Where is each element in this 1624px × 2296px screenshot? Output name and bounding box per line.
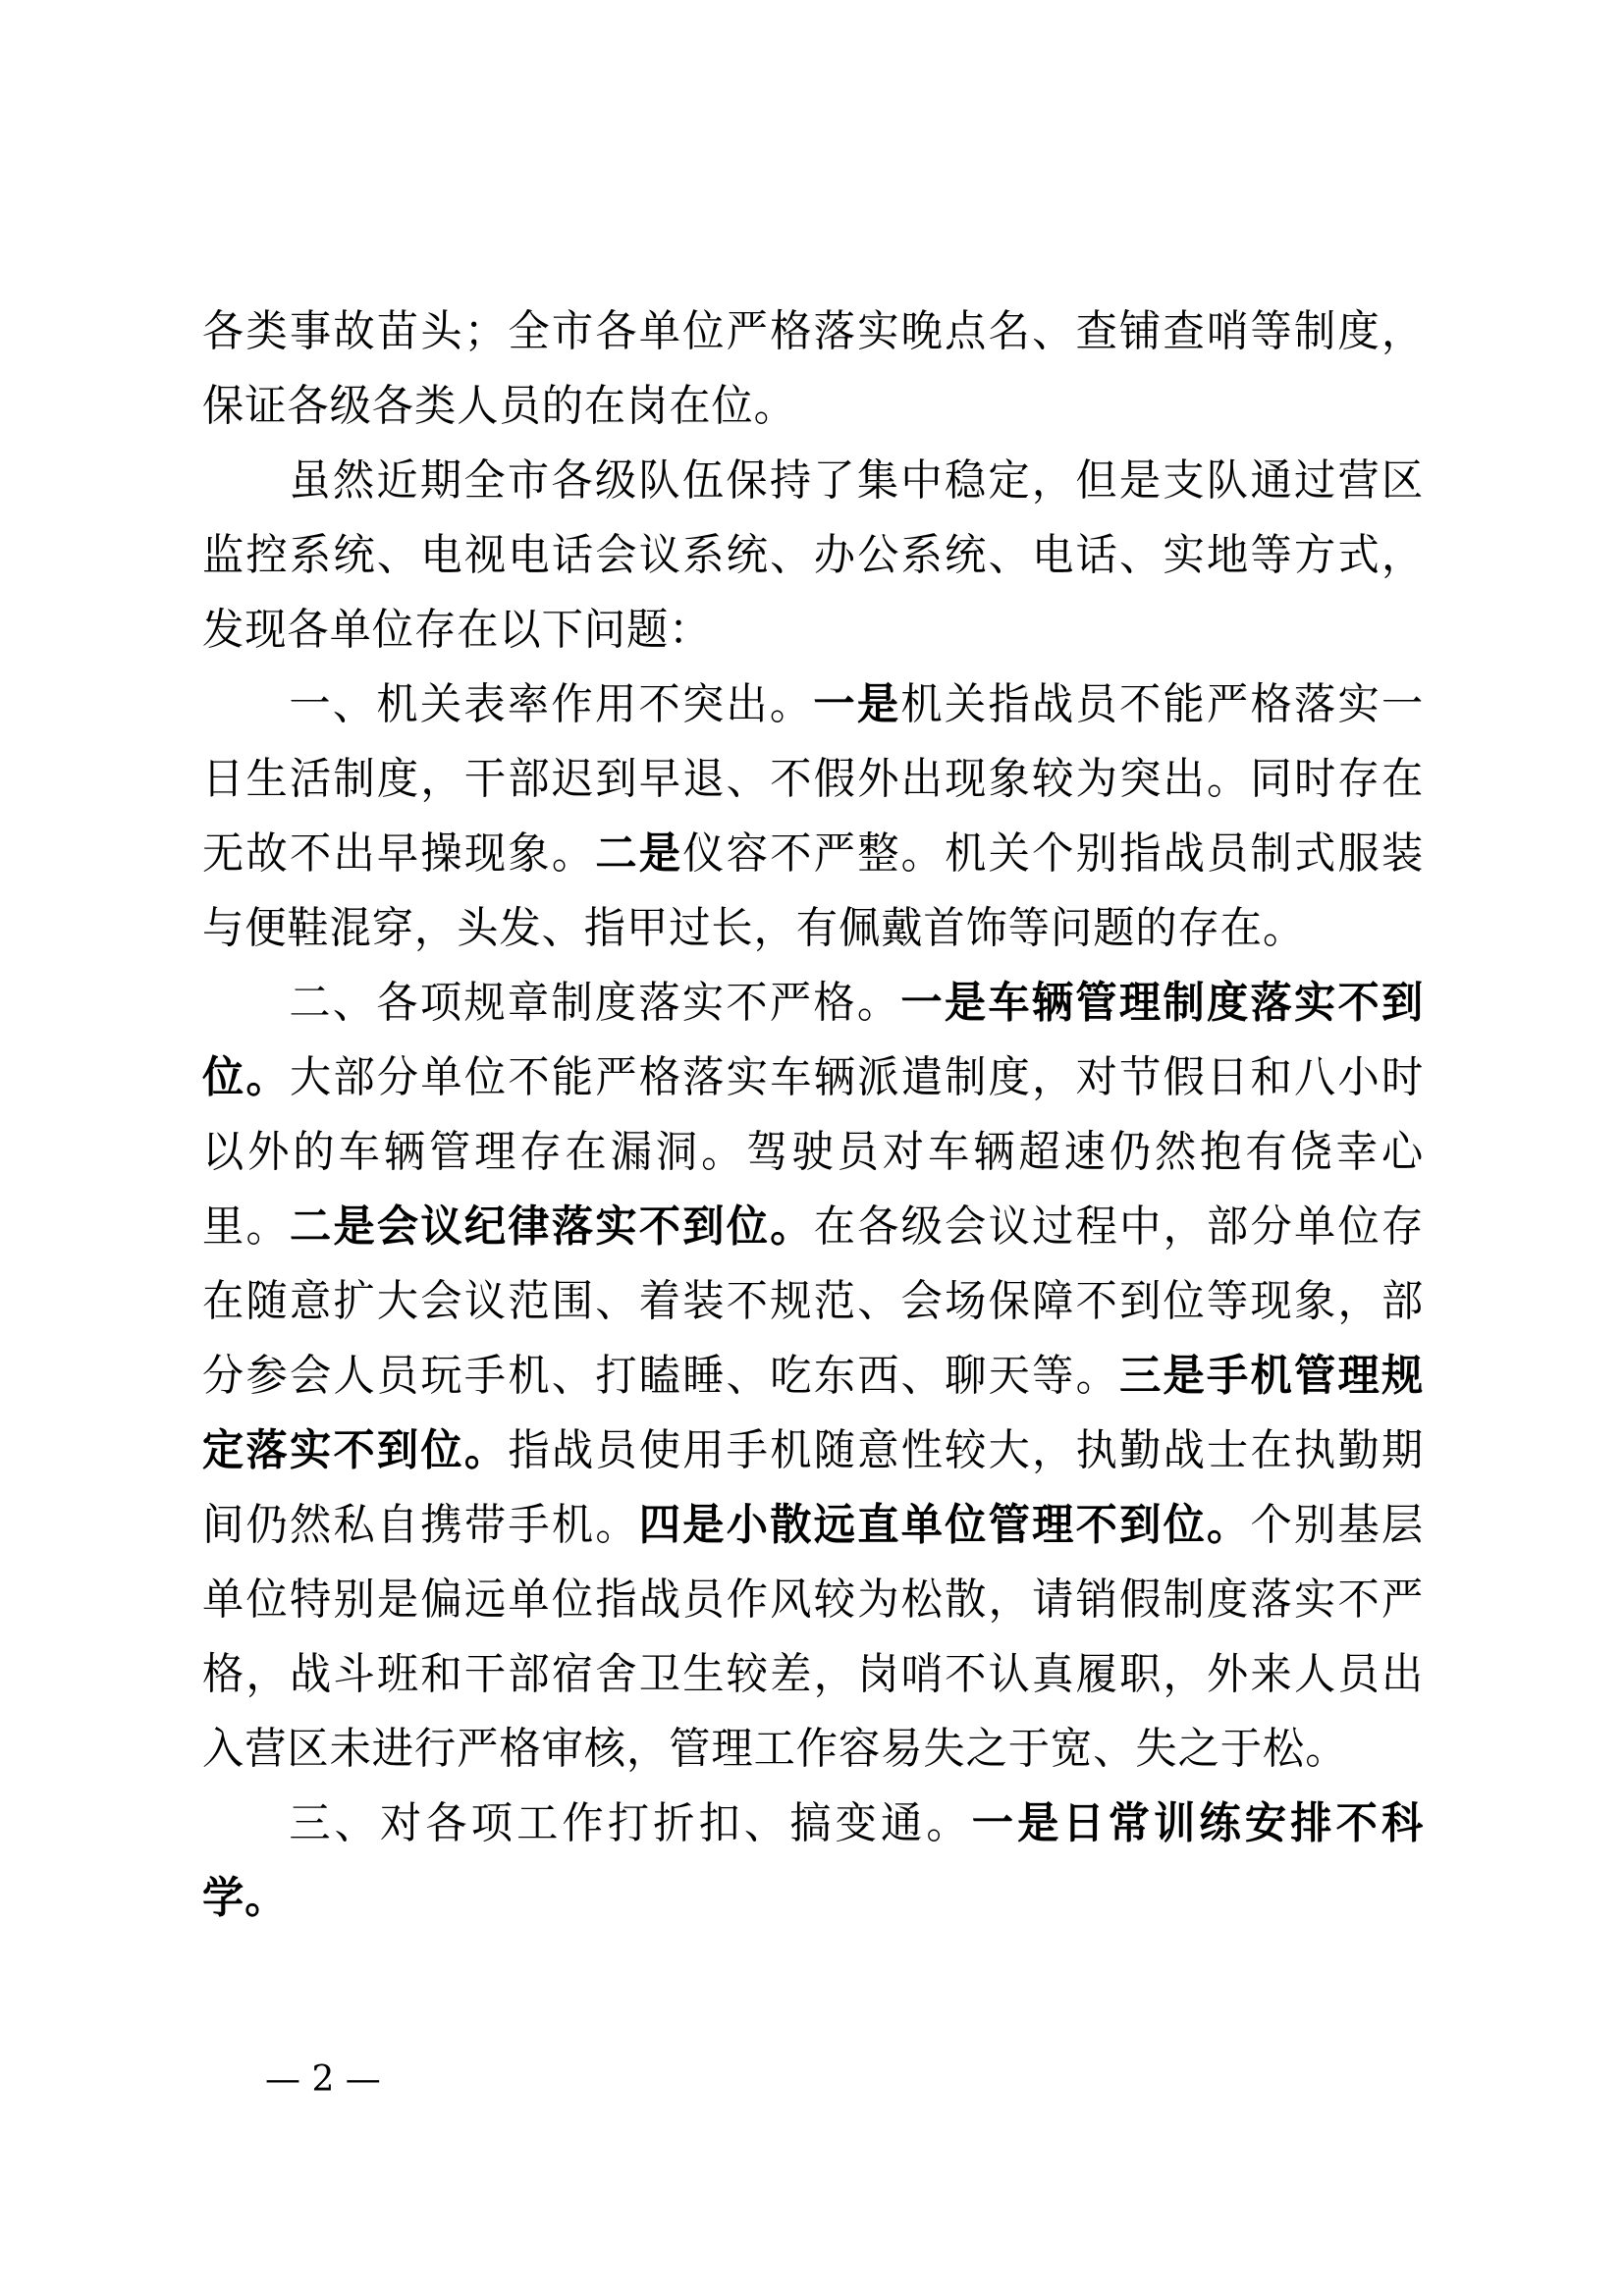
text-segment: 虽然近期全市各级队伍保持了集中稳定，但是支队通过营区监控系统、电视电话会议系统、办公系统、电话、实地等方式，发现各单位存在以下问题： bbox=[202, 455, 1425, 655]
section-heading-text: 二、各项规章制度落实不严格。 bbox=[289, 978, 901, 1028]
text-segment: 仪容不严整。机关个别指战员制式服装与便鞋混穿，头发、指甲过长，有佩戴首饰等问题的存在。 bbox=[202, 828, 1425, 953]
text-segment: 大部分单位不能严格落实车辆派遣制度，对节假日和八小时以外的车辆管理存在漏洞。驾驶员对车辆超速仍然抱有侥幸心里。 bbox=[202, 1052, 1425, 1252]
bold-lead-text: 一是日常训练安排不科学。 bbox=[202, 1798, 1425, 1923]
bold-lead-text: 四是小散远直单位管理不到位。 bbox=[638, 1500, 1251, 1550]
page-number: — 2 — bbox=[265, 2059, 381, 2100]
paragraph-intro bbox=[202, 444, 1424, 667]
bold-lead-text: 三是手机管理规定落实不到位。 bbox=[202, 1351, 1425, 1475]
bold-lead-text: 一是 bbox=[813, 679, 901, 729]
text-segment: 各类事故苗头；全市各单位严格落实晚点名、查铺查哨等制度，保证各级各类人员的在岗在位。 bbox=[202, 306, 1425, 431]
paragraph-issue-one bbox=[202, 667, 1424, 966]
text-segment: 指战员使用手机随意性较大，执勤战士在执勤期间仍然私自携带手机。 bbox=[202, 1425, 1425, 1550]
bold-lead-text: 二是会议纪律落实不到位。 bbox=[289, 1201, 814, 1252]
paragraph-issue-two bbox=[202, 966, 1424, 1787]
paragraph-issue-three bbox=[202, 1787, 1424, 1936]
document-page bbox=[202, 294, 1424, 1936]
text-segment: 在各级会议过程中，部分单位存在随意扩大会议范围、着装不规范、会场保障不到位等现象，部分参会人员玩手机、打瞌睡、吃东西、聊天等。 bbox=[202, 1201, 1425, 1401]
bold-lead-text: 一是车辆管理制度落实不到位。 bbox=[202, 978, 1425, 1102]
text-segment: 个别基层单位特别是偏远单位指战员作风较为松散，请销假制度落实不严格，战斗班和干部宿舍卫生较差，岗哨不认真履职，外来人员出入营区未进行严格审核，管理工作容易失之于宽、失之于松。 bbox=[202, 1500, 1425, 1774]
section-heading-text: 三、对各项工作打折扣、搞变通。 bbox=[289, 1798, 972, 1848]
bold-lead-text: 二是 bbox=[595, 828, 683, 879]
text-segment: 机关指战员不能严格落实一日生活制度，干部迟到早退、不假外出现象较为突出。同时存在无故不出早操现象。 bbox=[202, 679, 1425, 879]
section-heading-text: 一、机关表率作用不突出。 bbox=[289, 679, 814, 729]
paragraph-continuation bbox=[202, 294, 1424, 444]
